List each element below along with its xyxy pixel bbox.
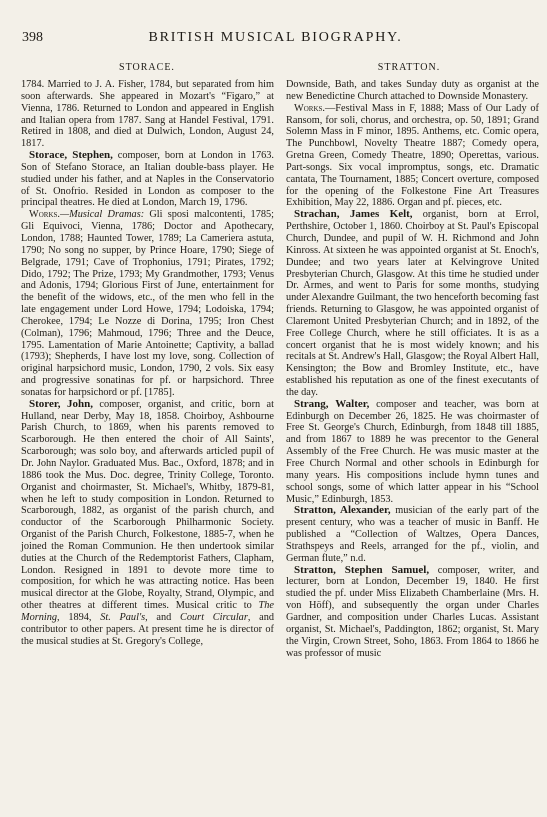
page-header [22, 30, 529, 48]
entry-text: , and contributor to other papers. At present time he is director of the musical studies at St. Gregory's College, [21, 611, 274, 647]
works-list [21, 209, 274, 399]
entry-stratton-stephen-samuel [286, 565, 539, 660]
continued-paragraph: 1784. Married to J. A. Fisher, 1784, but separated from him soon afterwards. She appeared in Mozart's “Figaro,” at Vienna, 1786. Returned to London and appeared in English and Italian opera from 1787. Sang at Handel Festival, 1791. Retired in 1808, and died at Dulwich, London, August 24, 1817. [21, 79, 274, 150]
entry-strang-walter [286, 399, 539, 506]
running-title: BRITISH MUSICAL BIOGRAPHY. [148, 30, 403, 45]
publication-title: St. Paul's [100, 611, 146, 623]
entry-stratton-alexander [286, 505, 539, 564]
entry-text: , 1894, [57, 611, 101, 623]
left-column [21, 79, 274, 648]
column-headwords [22, 62, 529, 76]
works-label: Works. [294, 102, 325, 114]
entry-storace-stephen [21, 150, 274, 209]
entry-text: organist, born at Errol, Perthshire, October 1, 1860. Choirboy at St. Paul's Episcopal Church, Dundee, and pupil of W. H. Richmond and John Kinross. At sixteen he was appointed organist at St. Enoch's, Dundee; and two years later at Kelvingrove United Presbyterian Church, Glasgow. At this time he studied under Dr. Armes, and went to Paris for some months, studying under Alexandre Guilmant, the two henceforth becoming fast friends. Returning to Glasgow, he was appointed organist of Claremont United Presbyterian Church; and in 1892, of the Free College Church, where he still officiates. It is as a concert organist that he is most widely known; and his recitals at St. Andrew's Hall, Glasgow; the Royal Albert Hall, Kensington; the Bow and Bromley Institute, etc., have established his reputation as one of the finest executants of the day. [286, 209, 539, 398]
entry-text: composer, organist, and critic, born at Hulland, near Derby, May 18, 1858. Choirboy, Ashbourne Parish Church, to 1869, when his parents removed to Scarborough. He then entered the choir of All Saints', Scarborough; was solo boy, and afterwards articled pupil of Dr. John Naylor. Graduated Mus. Bac., Oxford, 1878; and in 1886 took the Mus. Doc. degree, Trinity College, Toronto. Organist and choirmaster, St. Michael's, Whitby, 1879-81, when he left to study composition in London. Returned to Scarborough, 1882, as organist of the parish church, and conductor of the Scarborough Philharmonic Society. Organist of the Parish Church, Folkestone, 1885-7, when he joined the Roman Communion. He then undertook similar duties at the Church of the Redemptorist Fathers, Clapham, London. Resigned in 1891 to devote more time to composition, for which he was attracting notice. Has been musical director at the Globe, Royalty, Strand, Olympic, and other theatres at different times. Musical critic to [21, 398, 274, 612]
entry-headword: Storace, Stephen, [29, 149, 113, 162]
works-text: —Festival Mass in F, 1888; Mass of Our Lady of Ransom, for soli, chorus, and orchestra, op. 50, 1891; Grand Solemn Mass in F minor, 1895. Anthems, etc. Comic opera, The Punchbowl, Novelty Theatre 1887; Comedy opera, Gretna Green, Comedy Theatre, 1890; Operettas, various. Part-songs. Six vocal impromptus, songs, etc. Dramatic cantata, The Tournament, 1885; Concert overture, composed for the opening of the Folkestone Fine Art Treasures Exhibition, May 22, 1886. Organ and pf. pieces, etc. [286, 102, 539, 209]
entry-headword: Strang, Walter, [294, 397, 370, 410]
entry-text: composer, writer, and lecturer, born at London, December 19, 1840. He first studied the pf. under Miss Elizabeth Chamberlaine (Mrs. H. von Höff), and subsequently the organ under Charles Gardner, and composition under Charles Lucas. Assistant organist, St. Michael's, Paddington, 1862; organist, St. Mary the Virgin, Crown Street, Soho, 1863. From 1864 to 1866 he was professor of music [286, 564, 539, 659]
publication-title: The Morning [21, 600, 274, 623]
page-number: 398 [22, 30, 43, 45]
entry-headword: Storer, John, [29, 397, 94, 410]
entry-headword: Stratton, Alexander, [294, 504, 391, 517]
publication-title: Court Circular [180, 611, 248, 623]
entry-headword: Strachan, James Kelt, [294, 208, 413, 221]
works-text: Gli sposi malcontenti, 1785; Gli Equivoci, Vienna, 1786; Doctor and Apothecary, London, 1788; Haunted Tower, 1789; La Cameriera astuta, 1790; No song no supper, by Prince Hoare, 1790; Siege of Belgrade, 1791; Cave of Trophonius, 1791; Pirates, 1792; Dido, 1792; The Prize, 1793; My Grandmother, 1793; Venus and Adonis, 1794; Glorious First of June, entertainment for the benefit of the widows, etc., of the men who fell in the late engagement under Lord Howe, 1794; Lodoiska, 1794; Cherokee, 1794; Le Nozze di Dorina, 1795; Iron Chest (Colman), 1796; Mahmoud, 1796; Three and the Deuce, 1795. Lamentation of Marie Antoinette; Captivity, a ballad (1793); Shepherds, I have lost my love, song. Collection of original harpsichord music, London, 1790, 2 vols. Six easy and progressive sonatinas for pf. or harpsichord. Three sonatas for harpsichord or pf. [1785]. [21, 209, 275, 398]
works-list [286, 103, 539, 210]
entry-storer-john [21, 399, 274, 648]
entry-text: , and [145, 611, 181, 623]
right-column-head: STRATTON. [377, 62, 441, 73]
entry-text: composer and teacher, was born at Edinburgh on December 26, 1825. He was choirmaster of Free St. George's Church, Edinburgh, from 1848 till 1885, and from 1867 to 1889 he was precentor to the General Assembly of the Free Church. He was music master at the Free Church Normal and other schools in Edinburgh for many years. His compositions include hymn tunes and school songs, some of which latter appear in his “School Music,” Edinburgh, 1853. [286, 398, 540, 505]
entry-headword: Stratton, Stephen Samuel, [294, 563, 430, 576]
continued-paragraph: Downside, Bath, and takes Sunday duty as organist at the new Benedictine Church attached to Downside Monastery. [286, 79, 539, 102]
right-column [286, 79, 539, 659]
entry-text: musician of the early part of the present century, who was a teacher of music in Banff. He published a “Collection of Waltzes, Opera Dances, Strathspeys and Reels, arranged for the pf., violin, and German flute,” n.d. [286, 505, 539, 564]
works-label: Works. [29, 209, 60, 221]
entry-strachan-james-kelt [286, 209, 539, 399]
left-column-head: STORACE. [119, 62, 175, 73]
entry-text: composer, born at London in 1763. Son of Stefano Storace, an Italian double-bass player. He studied under his father, and at Naples in the Conservatorio of St. Onofrio. Resided in London as composer to the principal theatres. He died at London, March 19, 1796. [21, 150, 275, 209]
works-intro: —Musical Dramas: [59, 209, 145, 221]
